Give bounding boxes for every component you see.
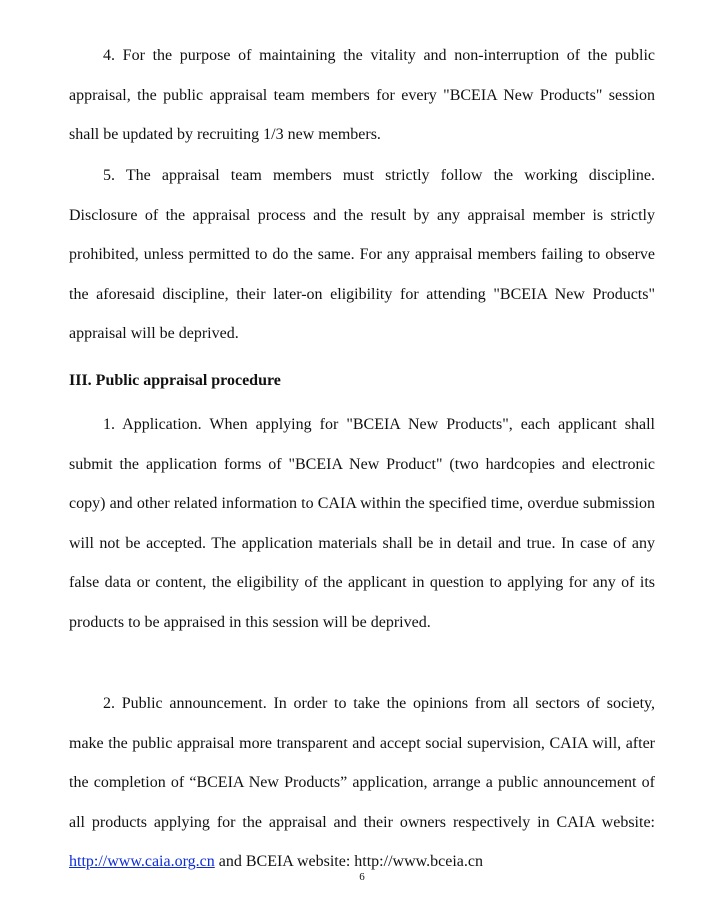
caia-website-link[interactable]: http://www.caia.org.cn	[69, 853, 215, 871]
paragraph-1-application: 1. Application. When applying for "BCEIA New Products", each applicant shall submit the application forms of "BCEIA New Product" (two hardcopies and electronic copy) and other related information to CAIA within the specified time, overdue submission will not be accepted. The application materials shall be in detail and true. In case of any false data or content, the eligibility of the applicant in question to applying for any of its products to be appraised in this session will be deprived.	[69, 416, 655, 631]
announcement-text: 2. Public announcement. In order to take the opinions from all sectors of society, make the public appraisal more transparent and accept social supervision, CAIA will, after the completion of “BCEIA New Products” application, arrange a public announcement of all products applying for the appraisal and their owners respectively in CAIA website:	[69, 695, 655, 831]
paragraph-5-discipline: 5. The appraisal team members must strictly follow the working discipline. Disclosure of the appraisal process and the result by any appraisal member is strictly prohibited, unless permitted to do the same. For any appraisal members failing to observe the aforesaid discipline, their later-on eligibility for attending "BCEIA New Products" appraisal will be deprived.	[69, 167, 655, 343]
paragraph-4-team-update: 4. For the purpose of maintaining the vitality and non-interruption of the public appraisal, the public appraisal team members for every "BCEIA New Products" session shall be updated by recruiting 1/3 new members.	[69, 47, 655, 144]
section-heading-public-appraisal-procedure: III. Public appraisal procedure	[69, 372, 281, 389]
page-number: 6	[359, 871, 365, 883]
bceia-website-text: and BCEIA website: http://www.bceia.cn	[214, 853, 483, 871]
paragraph-2-public-announcement	[69, 684, 655, 882]
